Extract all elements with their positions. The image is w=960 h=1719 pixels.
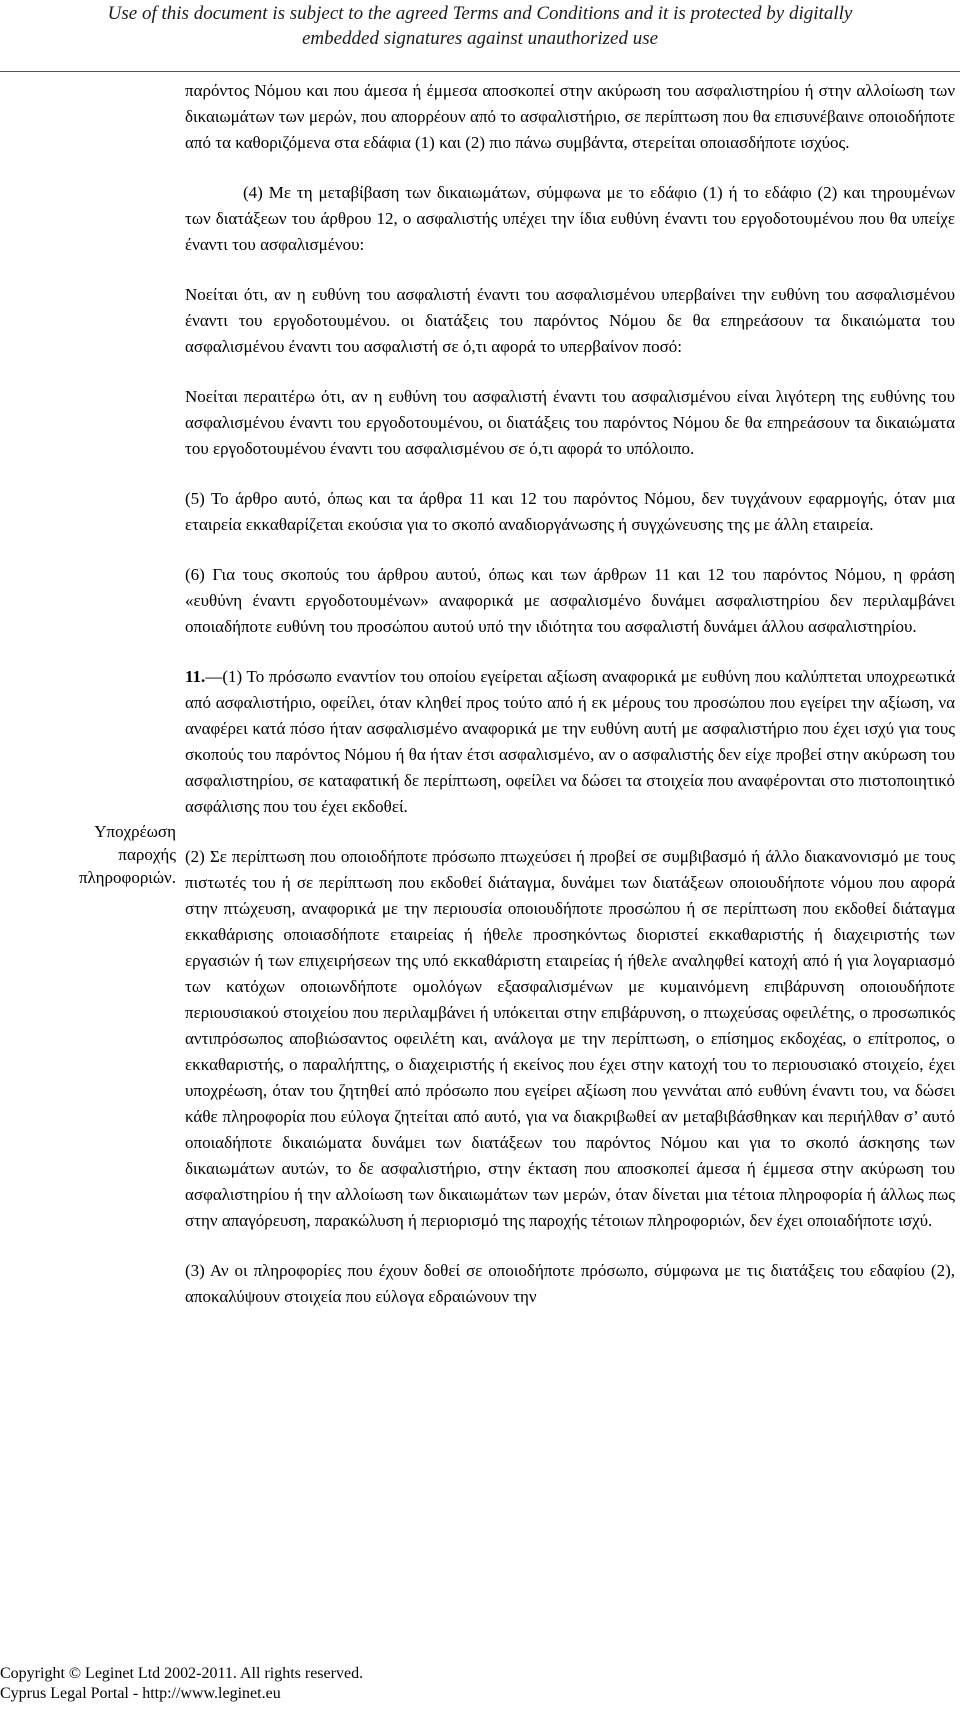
paragraph-subsection-6: (6) Για τους σκοπούς του άρθρου αυτού, όπως και των άρθρων 11 και 12 του παρόντος Νόμου, η φράση «ευθύνη έναντι εργοδοτουμένων» αναφορικά με ασφαλισμένο δυνάμει ασφαλιστηρίου δεν περιλαμβάνει οποιαδήποτε ευθύνη του προσώπου αυτού υπό την ιδιότητα του ασφαλιστή δυνάμει άλλου ασφαλιστηρίου. bbox=[185, 565, 955, 636]
document-body bbox=[185, 78, 955, 1310]
section-11-subsection-1 bbox=[185, 664, 955, 820]
section-11-text: —(1) Το πρόσωπο εναντίον του οποίου εγείρεται αξίωση αναφορικά με ευθύνη που καλύπτεται υποχρεωτικά από ασφαλιστήριο, οφείλει, όταν κληθεί προς τούτο από ή εκ μέρους του προσώπου που εγείρει την αξίωση, να αναφέρει κατά πόσο ήταν ασφαλισμένο αναφορικά με την ευθύνη αυτή με ασφαλιστήριο που έχει ισχύ για τους σκοπούς του παρόντος Νόμου ή θα ήταν έτσι ασφαλισμένο, αν ο ασφαλιστής δεν είχε προβεί στην ακύρωση του ασφαλιστηρίου, σε καταφατική δε περίπτωση, οφείλει να δώσει τα στοιχεία που αναφέρονται στο πιστοποιητικό ασφάλισης που του έχει εκδοθεί. bbox=[185, 667, 955, 816]
section-number: 11. bbox=[185, 667, 206, 686]
section-margin-note bbox=[4, 820, 176, 889]
portal-link[interactable]: Cyprus Legal Portal - http://www.leginet.eu bbox=[0, 1685, 281, 1702]
paragraph-continuation: παρόντος Νόμου και που άμεσα ή έμμεσα αποσκοπεί στην ακύρωση του ασφαλιστηρίου ή στην αλλοίωση των δικαιωμάτων των μερών, που απορρέουν από το ασφαλιστήριο, σε περίπτωση που θα επισυνέβαινε οποιοδήποτε από τα καθοριζόμενα στα εδάφια (1) και (2) πιο πάνω συμβάντα, στερείται οποιασδήποτε ισχύος. bbox=[185, 81, 955, 152]
margin-note-line: παροχής bbox=[118, 845, 176, 864]
section-11-subsection-3: (3) Αν οι πληροφορίες που έχουν δοθεί σε οποιοδήποτε πρόσωπο, σύμφωνα με τις διατάξεις του εδαφίου (2), αποκαλύψουν στοιχεία που εύλογα εδραιώνουν την bbox=[185, 1261, 955, 1306]
copyright-notice: Copyright © Leginet Ltd 2002-2011. All rights reserved. bbox=[0, 1665, 364, 1682]
margin-note-line: Υποχρέωση bbox=[94, 822, 176, 841]
paragraph-subsection-5: (5) Το άρθρο αυτό, όπως και τα άρθρα 11 και 12 του παρόντος Νόμου, δεν τυγχάνουν εφαρμογής, όταν μια εταιρεία εκκαθαρίζεται εκούσια για το σκοπό αναδιοργάνωσης ή συγχώνευσης της με άλλη εταιρεία. bbox=[185, 489, 955, 534]
header-notice-line-2: embedded signatures against unauthorized use bbox=[301, 28, 659, 49]
section-11-subsection-2: (2) Σε περίπτωση που οποιοδήποτε πρόσωπο πτωχεύσει ή προβεί σε συμβιβασμό ή άλλο διακανονισμό με τους πιστωτές του ή σε περίπτωση που εκδοθεί διάταγμα, δυνάμει των διατάξεων οποιουδήποτε νόμου που αφορά στην πτώχευση, αναφορικά με την περιουσία οποιουδήποτε προσώπου ή σε περίπτωση που εκδοθεί διάταγμα εκκαθάρισης οποιασδήποτε εταιρείας ή ήθελε προσηκόντως διοριστεί εκκαθαριστής ή διαχειριστής των εργασιών ή των επιχειρήσεων της υπό εκκαθάριστη εταιρείας ή ήθελε αναληφθεί κατοχή από ή για λογαριασμό των κατόχων οποιωνδήποτε ομολόγων εξασφαλισμένων με κυμαινόμενη επιβάρυνση οποιουδήποτε περιουσιακού στοιχείου που περιλαμβάνει ή υπόκειται στην επιβάρυνση, ο πτωχεύσας οφειλέτης, ο προσωπικός αντιπρόσωπος αποβιώσαντος οφειλέτη και, ανάλογα με την περίπτωση, ο επίσημος εκδοχέας, ο επίτροπος, ο εκκαθαριστής, ο παραλήπτης, ο διαχειριστής ή εκείνος που έχει στην κατοχή του το περιουσιακό στοιχείο, έχει υποχρέωση, όταν του ζητηθεί από πρόσωπο που εγείρει αξίωση που γεννάται από ευθύνη έναντι του, να δώσει κάθε πληροφορία που εύλογα ζητείται από αυτό, για να διακριβωθεί αν μεταβιβάσθηκαν και περιήλθαν σ’ αυτό οποιαδήποτε δικαιώματα δυνάμει των διατάξεων του παρόντος Νόμου και για το σκοπό άσκησης των δικαιωμάτων αυτών, το δε ασφαλιστήριο, στην έκταση που αποσκοπεί άμεσα ή έμμεσα στην ακύρωση του ασφαλιστηρίου ή την αλλοίωση των δικαιωμάτων των μερών, όταν δίνεται μια τέτοια πληροφορία ή άλλως πως στην απαγόρευση, παρακώλυση ή περιορισμό της παροχής τέτοιων πληροφοριών, δεν έχει οποιαδήποτε ισχύ. bbox=[185, 847, 955, 1230]
header-divider bbox=[0, 71, 960, 72]
header-notice-line-1: Use of this document is subject to the agreed Terms and Conditions and it is protected by digitally bbox=[107, 3, 853, 24]
page-footer bbox=[0, 1664, 600, 1704]
paragraph-proviso-2: Νοείται περαιτέρω ότι, αν η ευθύνη του ασφαλιστή έναντι του ασφαλισμένου είναι λιγότερη της ευθύνης του ασφαλισμένου έναντι του εργοδοτουμένου, οι διατάξεις του παρόντος Νόμου δε θα επηρεάσουν τα δικαιώματα του εργοδοτουμένου έναντι του ασφαλισμένου σε ό,τι αφορά το υπόλοιπο. bbox=[185, 387, 955, 458]
page-header bbox=[0, 0, 960, 68]
paragraph-proviso-1: Νοείται ότι, αν η ευθύνη του ασφαλιστή έναντι του ασφαλισμένου υπερβαίνει την ευθύνη του ασφαλισμένου έναντι του εργοδοτουμένου. οι διατάξεις του παρόντος Νόμου δε θα επηρεάσουν τα δικαιώματα του ασφαλισμένου έναντι του ασφαλιστή σε ό,τι αφορά το υπερβαίνον ποσό: bbox=[185, 285, 955, 356]
margin-note-line: πληροφοριών. bbox=[78, 868, 176, 887]
paragraph-subsection-4: (4) Με τη μεταβίβαση των δικαιωμάτων, σύμφωνα με το εδάφιο (1) ή το εδάφιο (2) και τηρουμένων των διατάξεων του άρθρου 12, ο ασφαλιστής υπέχει την ίδια ευθύνη έναντι του εργοδοτουμένου που θα υπείχε έναντι του ασφαλισμένου: bbox=[185, 183, 955, 254]
